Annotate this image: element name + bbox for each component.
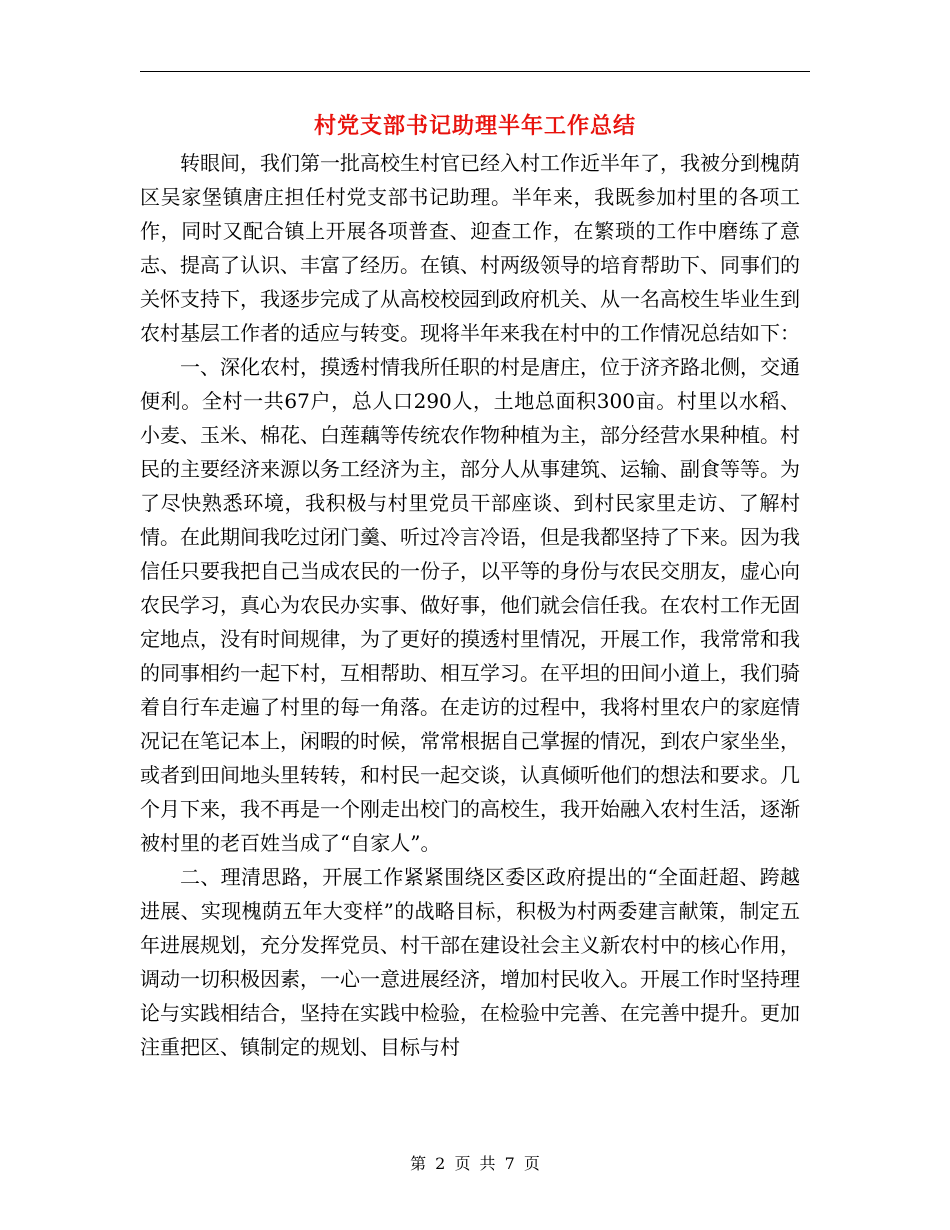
document-body bbox=[140, 146, 800, 1064]
header-rule bbox=[140, 71, 810, 72]
paragraph-intro: 转眼间，我们第一批高校生村官已经入村工作近半年了，我被分到槐荫区吴家堡镇唐庄担任村党支部书记助理。半年来，我既参加村里的各项工作，同时又配合镇上开展各项普查、迎查工作，在繁琐的工作中磨练了意志、提高了认识、丰富了经历。在镇、村两级领导的培育帮助下、同事们的关怀支持下，我逐步完成了从高校校园到政府机关、从一名高校生毕业生到农村基层工作者的适应与转变。现将半年来我在村中的工作情况总结如下： bbox=[140, 151, 800, 345]
document-title: 村党支部书记助理半年工作总结 bbox=[313, 113, 636, 139]
page-number-footer: 第 2 页 共 7 页 bbox=[410, 1154, 540, 1173]
paragraph-section-2: 二、理清思路，开展工作紧紧围绕区委区政府提出的“全面赶超、跨越进展、实现槐荫五年大变样”的战略目标，积极为村两委建言献策，制定五年进展规划，充分发挥党员、村干部在建设社会主义新农村中的核心作用，调动一切积极因素，一心一意进展经济，增加村民收入。开展工作时坚持理论与实践相结合，坚持在实践中检验，在检验中完善、在完善中提升。更加注重把区、镇制定的规划、目标与村 bbox=[140, 865, 800, 1059]
paragraph-section-1: 一、深化农村，摸透村情我所任职的村是唐庄，位于济齐路北侧，交通便利。全村一共67户，总人口290人，土地总面积300亩。村里以水稻、小麦、玉米、棉花、白莲藕等传统农作物种植为主，部分经营水果种植。村民的主要经济来源以务工经济为主，部分人从事建筑、运输、副食等等。为了尽快熟悉环境，我积极与村里党员干部座谈、到村民家里走访、了解村情。在此期间我吃过闭门羹、听过冷言冷语，但是我都坚持了下来。因为我信任只要我把自己当成农民的一份子，以平等的身份与农民交朋友，虚心向农民学习，真心为农民办实事、做好事，他们就会信任我。在农村工作无固定地点，没有时间规律，为了更好的摸透村里情况，开展工作，我常常和我的同事相约一起下村，互相帮助、相互学习。在平坦的田间小道上，我们骑着自行车走遍了村里的每一角落。在走访的过程中，我将村里农户的家庭情况记在笔记本上，闲暇的时候，常常根据自己掌握的情况，到农户家坐坐，或者到田间地头里转转，和村民一起交谈，认真倾听他们的想法和要求。几个月下来，我不再是一个刚走出校门的高校生，我开始融入农村生活，逐渐被村里的老百姓当成了“自家人”。 bbox=[140, 355, 800, 855]
